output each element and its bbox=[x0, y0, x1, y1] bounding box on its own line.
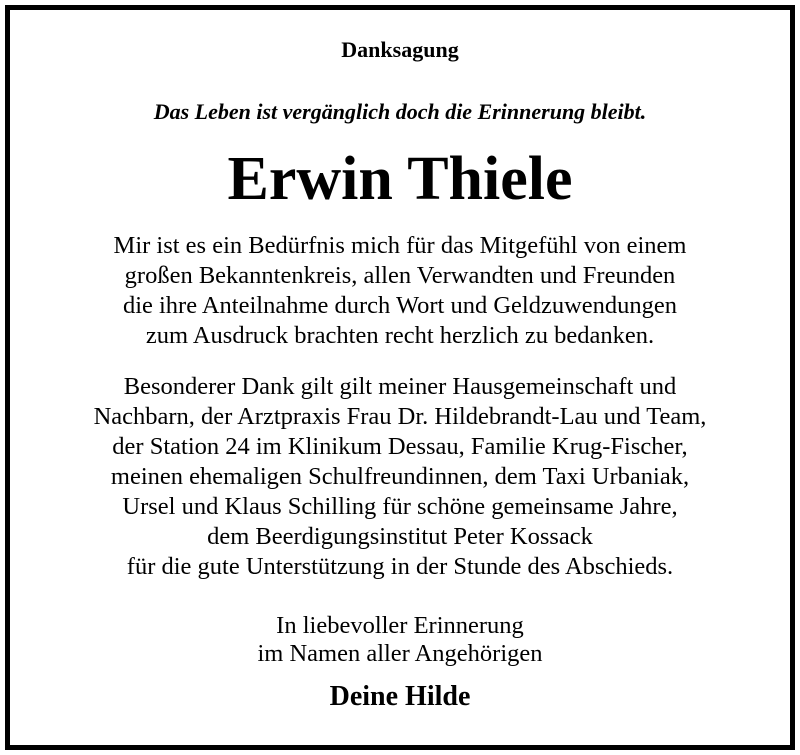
signature: Deine Hilde bbox=[329, 681, 471, 712]
paragraph-line: Besonderer Dank gilt gilt meiner Hausgemeinschaft und bbox=[123, 373, 677, 400]
closing-lines bbox=[10, 612, 790, 668]
deceased-name: Erwin Thiele bbox=[227, 145, 573, 213]
paragraph-line: die ihre Anteilnahme durch Wort und Geldzuwendungen bbox=[122, 292, 678, 319]
paragraph-line: Ursel und Klaus Schilling für schöne gemeinsame Jahre, bbox=[122, 493, 678, 520]
paragraph-line: der Station 24 im Klinikum Dessau, Familie Krug-Fischer, bbox=[112, 433, 688, 460]
notice-frame bbox=[5, 5, 795, 750]
paragraph-line: Mir ist es ein Bedürfnis mich für das Mitgefühl von einem bbox=[113, 232, 687, 259]
notice-heading: Danksagung bbox=[341, 37, 459, 62]
notice-motto: Das Leben ist vergänglich doch die Erinnerung bleibt. bbox=[153, 99, 647, 124]
paragraph-line: großen Bekanntenkreis, allen Verwandten und Freunden bbox=[124, 262, 676, 289]
closing-line: In liebevoller Erinnerung bbox=[276, 612, 524, 639]
obituary-notice bbox=[10, 10, 790, 745]
paragraph-line: dem Beerdigungsinstitut Peter Kossack bbox=[207, 523, 593, 550]
paragraph-line: meinen ehemaligen Schulfreundinnen, dem Taxi Urbaniak, bbox=[110, 463, 690, 490]
paragraph-line: für die gute Unterstützung in der Stunde des Abschieds. bbox=[126, 553, 674, 580]
paragraph-line: Nachbarn, der Arztpraxis Frau Dr. Hildebrandt-Lau und Team, bbox=[93, 403, 707, 430]
closing-line: im Namen aller Angehörigen bbox=[257, 640, 543, 667]
thanks-paragraph-1 bbox=[10, 231, 790, 351]
paragraph-line: zum Ausdruck brachten recht herzlich zu bedanken. bbox=[145, 322, 655, 349]
thanks-paragraph-2 bbox=[10, 372, 790, 582]
